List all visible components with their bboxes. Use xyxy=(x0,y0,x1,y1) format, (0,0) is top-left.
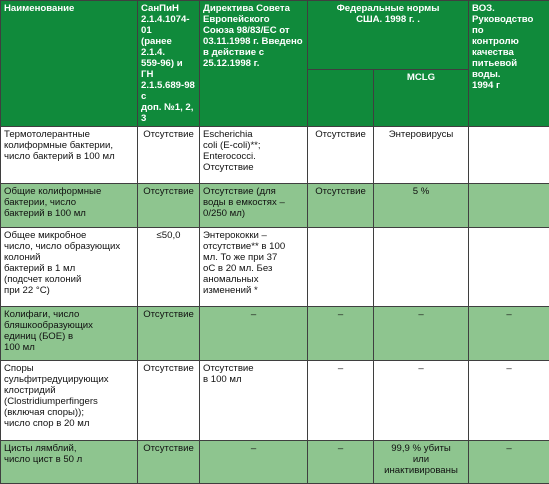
cell-sanpin: Отсутствие xyxy=(138,127,200,184)
header-who: ВОЗ. Руководство по контролю качества питьевой воды. 1994 г xyxy=(469,1,549,127)
cell-who xyxy=(469,127,549,184)
header-eu-directive: Директива Совета Европейского Союза 98/83/ЕС от 03.11.1998 г. Введено в действие с 25.12.1998 г. xyxy=(200,1,308,127)
cell-who xyxy=(469,228,549,307)
cell-sanpin: Отсутствие xyxy=(138,441,200,484)
cell-sanpin: ≤50,0 xyxy=(138,228,200,307)
cell-who: – xyxy=(469,307,549,361)
cell-mclg: – xyxy=(374,361,469,441)
cell-eu: Escherichia coli (E-coli)**; Enterococci. Отсутствие xyxy=(200,127,308,184)
cell-who: – xyxy=(469,441,549,484)
cell-name: Общее микробное число, число образующих колоний бактерий в 1 мл (подсчет колоний при 22 °С) xyxy=(1,228,138,307)
cell-federal: – xyxy=(308,361,374,441)
header-mclg: MCLG xyxy=(374,69,469,126)
cell-mclg: 99,9 % убиты или инактивированы xyxy=(374,441,469,484)
cell-eu: Энтерококки – отсутствие** в 100 мл. То же при 37 oC в 20 мл. Без аномальных изменений * xyxy=(200,228,308,307)
cell-sanpin: Отсутствие xyxy=(138,361,200,441)
header-us-federal-blank xyxy=(308,69,374,126)
table-row xyxy=(1,127,549,184)
cell-eu: – xyxy=(200,307,308,361)
cell-federal xyxy=(308,228,374,307)
cell-sanpin: Отсутствие xyxy=(138,307,200,361)
cell-federal: Отсутствие xyxy=(308,127,374,184)
table-row xyxy=(1,361,549,441)
cell-federal: Отсутствие xyxy=(308,184,374,228)
cell-who xyxy=(469,184,549,228)
cell-eu: Отсутствие в 100 мл xyxy=(200,361,308,441)
cell-name: Цисты лямблий, число цист в 50 л xyxy=(1,441,138,484)
header-sanpin: СанПиН 2.1.4.1074-01 (ранее 2.1.4. 559-96) и ГН 2.1.5.689-98 с доп. №1, 2, 3 xyxy=(138,1,200,127)
cell-mclg: 5 % xyxy=(374,184,469,228)
table-row xyxy=(1,441,549,484)
cell-name: Термотолерантные колиформные бактерии, число бактерий в 100 мл xyxy=(1,127,138,184)
table-row xyxy=(1,228,549,307)
cell-name: Общие колиформные бактерии, число бактерий в 100 мл xyxy=(1,184,138,228)
cell-sanpin: Отсутствие xyxy=(138,184,200,228)
cell-mclg: Энтеровирусы xyxy=(374,127,469,184)
cell-name: Колифаги, число бляшкообразующих единиц (БОЕ) в 100 мл xyxy=(1,307,138,361)
cell-mclg xyxy=(374,228,469,307)
cell-mclg: – xyxy=(374,307,469,361)
cell-federal: – xyxy=(308,307,374,361)
table-row xyxy=(1,307,549,361)
table-row xyxy=(1,184,549,228)
cell-who: – xyxy=(469,361,549,441)
cell-name: Споры сульфитредуцирующих клостридий (Clostridiumperfingers (включая споры)); число спор в 20 мл xyxy=(1,361,138,441)
cell-eu: Отсутствие (для воды в емкостях – 0/250 мл) xyxy=(200,184,308,228)
header-name: Наименование xyxy=(1,1,138,127)
cell-federal: – xyxy=(308,441,374,484)
cell-eu: – xyxy=(200,441,308,484)
header-us-federal: Федеральные нормы США. 1998 г. . xyxy=(308,1,469,70)
